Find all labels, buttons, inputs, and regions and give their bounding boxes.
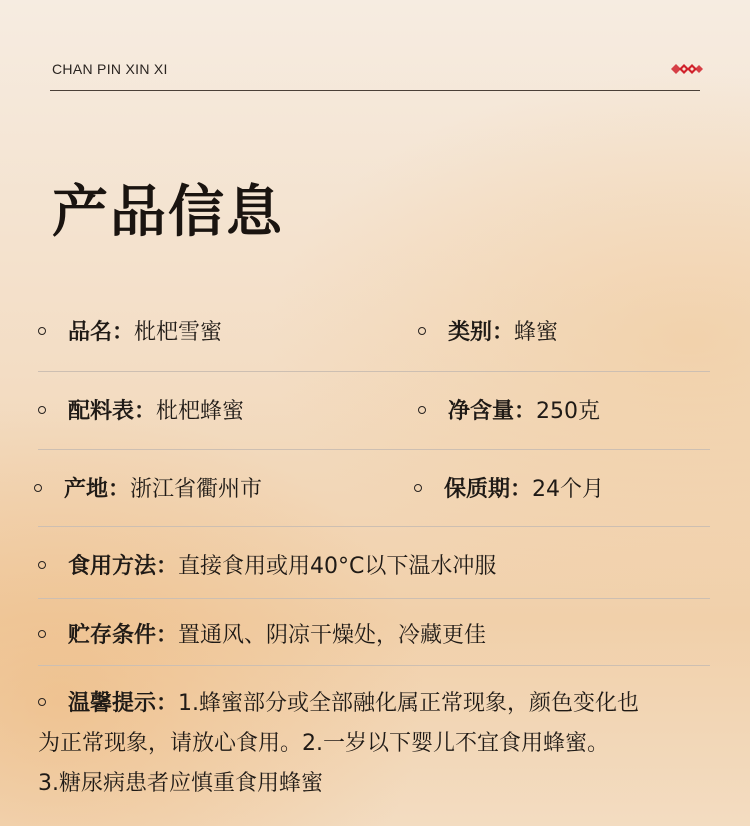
- info-item-usage: [38, 551, 496, 583]
- info-value: 直接食用或用40°C以下温水冲服: [178, 554, 497, 579]
- info-label: 类别：: [448, 320, 515, 345]
- info-value: 蜂蜜: [514, 320, 559, 345]
- row-divider: [38, 665, 710, 666]
- info-label: 温馨提示：: [68, 691, 179, 716]
- bullet-circle-icon: [38, 406, 46, 414]
- bullet-circle-icon: [38, 561, 46, 569]
- tips-text: 1.蜂蜜部分或全部融化属正常现象，颜色变化也: [178, 691, 640, 716]
- header-label: CHAN PIN XIN XI: [52, 61, 168, 77]
- info-label: 品名：: [68, 320, 135, 345]
- info-item-origin: [34, 474, 262, 506]
- info-value: 250克: [536, 399, 601, 424]
- bullet-circle-icon: [34, 484, 42, 492]
- header-divider: [50, 90, 700, 91]
- tips-line-1: [38, 684, 718, 724]
- info-item-ingredients: [38, 396, 244, 428]
- info-value: 浙江省衢州市: [130, 477, 263, 502]
- info-label: 贮存条件：: [68, 623, 179, 648]
- bullet-circle-icon: [414, 484, 422, 492]
- info-value: 枇杷蜂蜜: [156, 399, 245, 424]
- info-label: 净含量：: [448, 399, 537, 424]
- info-label: 产地：: [64, 477, 131, 502]
- info-value: 枇杷雪蜜: [134, 320, 223, 345]
- info-item-tips: [38, 684, 718, 804]
- info-label: 保质期：: [444, 477, 533, 502]
- info-item-storage: [38, 620, 486, 652]
- bullet-circle-icon: [38, 698, 46, 706]
- brand-logo-icon: [670, 62, 704, 76]
- page-title: 产品信息: [52, 180, 284, 245]
- info-item-net-weight: [418, 396, 600, 428]
- info-value: 置通风、阴凉干燥处，冷藏更佳: [178, 623, 487, 648]
- info-value: 24个月: [532, 477, 605, 502]
- row-divider: [38, 526, 710, 527]
- info-item-name: [38, 317, 222, 349]
- info-label: 配料表：: [68, 399, 157, 424]
- tips-line-2: 为正常现象，请放心食用。2.一岁以下婴儿不宜食用蜂蜜。: [38, 731, 609, 756]
- info-label: 食用方法：: [68, 554, 179, 579]
- tips-line-3: 3.糖尿病患者应慎重食用蜂蜜: [38, 771, 323, 796]
- bullet-circle-icon: [38, 327, 46, 335]
- row-divider: [38, 598, 710, 599]
- bullet-circle-icon: [418, 327, 426, 335]
- row-divider: [38, 371, 710, 372]
- info-item-shelf-life: [414, 474, 604, 506]
- row-divider: [38, 449, 710, 450]
- info-item-category: [418, 317, 558, 349]
- bullet-circle-icon: [38, 630, 46, 638]
- bullet-circle-icon: [418, 406, 426, 414]
